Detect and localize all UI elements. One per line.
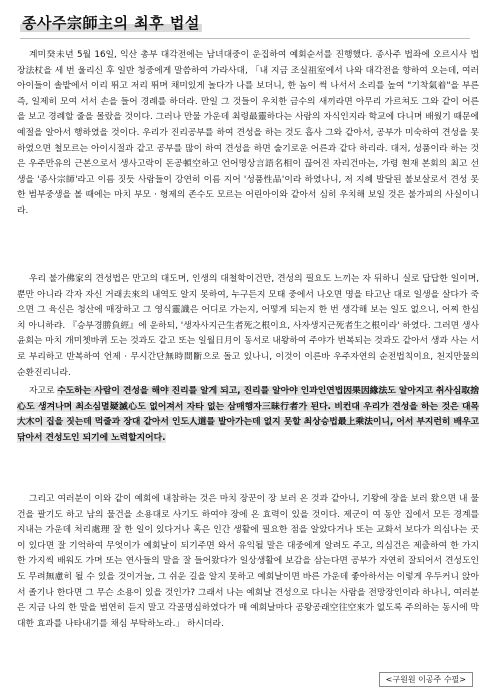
document-title: 종사주宗師主의 최후 법설 (22, 14, 200, 32)
paragraph-1: 계미癸未년 5월 16일, 익산 총부 대각전에는 남녀대중이 운집하여 예회순서를 진행했다. 종사주 법좌에 오르시사 법장法杖을 세 번 울리신 후 일반 청중에게 말씀하여 가라사대, 「내 지금 조실祖室에서 나와 대각전을 향하여 오는데, 여러 아이들이 솔밭에서 이리 뛰고 저리 뛰며 채미있게 놀다가 나를 보더니, 한 놈이 썩 나서서 소리를 높여 "기착氣着"을 부른 즉, 일제히 모여 서서 손을 들어 경례를 하더라. 만일 그 것들이 우치한 금수의 새끼라면 아무리 가르쳐도 그와 같이 어른을 보고 경례할 줄을 몰랐을 것이다. 그러나 만물 가운데 최령最靈하다는 사람의 자식인지라 학교에 다니며 배웠기 때문에 예절을 알아서 행하였을 것이다. 우리가 진리공부를 하여 견성을 하는 것도 흡사 그와 같아서, 공부가 미숙하여 견성을 못하였으면 철모르는 아이시절과 같고 공부를 많이 하여 견성을 하면 술기로운 어른과 같다 하리라. 대저, 성품이라 하는 것은 우주만유의 근본으로서 생사고락이 돈공頓空하고 언어명상言語名相이 끊어진 자리건마는, 가령 현재 본회의 최고 선생을 '종사宗師'라고 이름 짓듯 사람들이 강연히 이름 지어 '성품性品'이라 하였나니, 저 지혜 발달된 불보살로서 견성 못한 범부중생을 볼 때에는 마치 부모 · 형제의 존수도 모르는 어린아이와 같아서 심히 우치해 보일 것은 불가피의 사실이니라. (17, 50, 479, 216)
paragraph-3-lead: 자고로 (29, 386, 58, 396)
title-underline (20, 38, 470, 39)
paragraph-4: 그리고 여러분이 이와 같이 예회에 내참하는 것은 마치 장꾼이 장 보러 온 것과 같아니, 기왕에 장을 보러 왔으면 내 물건을 팔기도 하고 남의 물건을 소용대로 사기도 하여야 장에 온 효력이 있을 것이다. 제군이 여 동안 집에서 모든 경계를 지내는 가운데 처리處理 잘 한 일이 있다거나 혹은 인간 생활에 필요한 점을 알았다거나 또는 교화서 보다가 의심나는 곳이 있다면 잘 기억하여 무엇이가 예회날이 되기주면 와서 유익될 말은 대중에게 알려도 주고, 의심건은 제출하여 한 가지 한 가지씩 배워도 가며 또는 연사들의 말을 잘 들어왔다가 일상생활에 보감을 삼는다면 공부가 자연히 잘되어서 견성도인도 무려無慮히 될 수 있을 것이거늘, 그 쉬운 길을 알지 못하고 예회날이면 바른 가운데 좋아하서는 이렇게 우두커니 앉아서 졸기나 한다면 그 무슨 소용이 있을 것인가? 그래서 나는 예회날 견성으로 다니는 사람을 전망장인이라 하나니, 여러분은 지금 나의 한 말을 범연히 듣지 말고 각골명심하였다가 매 예회날마다 공왕공래空往空來가 없도록 주의하는 동시에 막대한 효과를 나타내기를 채심 부탁하노라.」 하시더라. (17, 494, 479, 629)
title-block (20, 12, 202, 33)
highlighted-passage: 수도하는 사람이 견성을 해야 진리를 알게 되고, 진리를 알아야 인과인연법因果因緣法도 알아지고 취사심取捨心도 생겨나며 최소심멸疑滅心도 없어져서 자타 없는 삼매행자三昧行者가 된다. 비컨대 우리가 견성을 하는 것은 대목大木이 집을 짓는데 먹줄과 장대 같아서 인도人道를 발아가는데 없지 못할 최상승법最上乘法이니, 어서 부지런히 배우고 닦아서 견성도인 되기에 노력할지어다. (17, 386, 480, 443)
paragraph-2: 우리 불가佛家의 견성법은 만고의 대도며, 인생의 대철학이건만, 견성의 필요도 느끼는 자 뒤하니 실로 답답한 일이며, 뿐만 아니라 각자 자신 거래去來의 내역도 알지 못하여, 누구든지 모태 중에서 나오면 명을 타고난 대로 일생을 살다가 죽으면 그 육신은 청산에 매장하고 그 영식靈識은 어디로 가는지, 어떻게 되는지 한 번 생각해 보는 일도 없으니, 어찌 한심치 아니하랴. 『승부경勝負經』에 운하되, '생자사지근生者死之根이요, 사자생지근死者生之根이라' 하였다. 그러면 생사윤회는 마치 개미쳇바퀴 도는 것과도 같고 또는 일월日月이 동서로 내왕하여 주야가 번복되는 것과도 같아서 생과 사는 서로 부리하고 반복하여 언제 · 무시간단無時間斷으로 돌고 있나니, 이것이 이른바 우주자연의 순전법칙이요, 천지만물의 순환진리니라. (17, 274, 479, 378)
source-attribution: <구원원 이공주 수필> (379, 672, 473, 687)
paragraph-3 (17, 384, 479, 446)
